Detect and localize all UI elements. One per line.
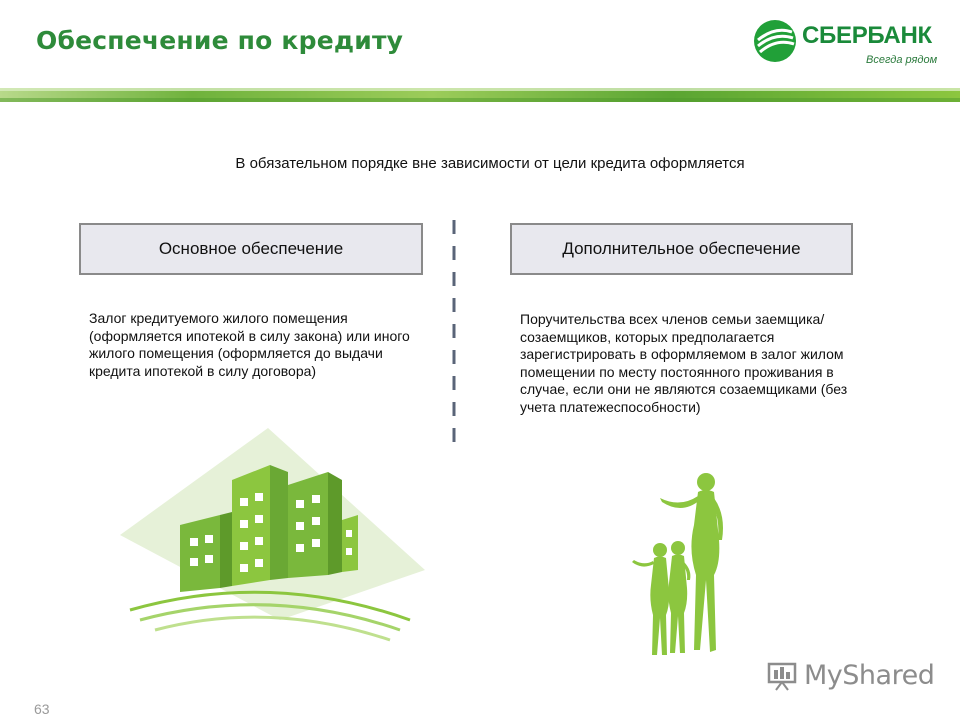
additional-collateral-text: Поручительства всех членов семьи заемщика/созаемщиков, которых предполагается зарегистрировать в оформляемом в залог жилом помещении по месту постоянного проживания в случае, если они не являются созаемщиками (без учета платежеспособности): [520, 311, 848, 415]
slide-title: Обеспечение по кредиту: [36, 26, 404, 55]
primary-collateral-heading: Основное обеспечение: [158, 239, 344, 258]
additional-collateral-box: [510, 223, 853, 275]
dashed-divider: [447, 218, 461, 450]
primary-collateral-box: [79, 223, 423, 275]
watermark-text: MyShared: [804, 659, 935, 691]
logo-name: СБЕРБАНК: [802, 22, 932, 49]
logo-slogan: Всегда рядом: [866, 54, 938, 66]
family-silhouette-illustration: [622, 470, 742, 660]
primary-collateral-text: Залог кредитуемого жилого помещения (оформляется ипотекой в силу закона) или иного жилого помещения (оформляется до выдачи кредита ипотекой в силу договора): [89, 310, 410, 379]
myshared-watermark: [766, 655, 936, 695]
sberbank-logo: [752, 14, 952, 74]
slide-subtitle: В обязательном порядке вне зависимости от цели кредита оформляется: [235, 155, 745, 172]
additional-collateral-heading: Дополнительное обеспечение: [562, 239, 801, 258]
page-number: 63: [34, 701, 50, 717]
buildings-illustration: [110, 420, 430, 650]
sberbank-swirl-icon: [752, 18, 798, 64]
header-decorative-band: [0, 88, 960, 102]
presentation-board-icon: [766, 659, 798, 691]
